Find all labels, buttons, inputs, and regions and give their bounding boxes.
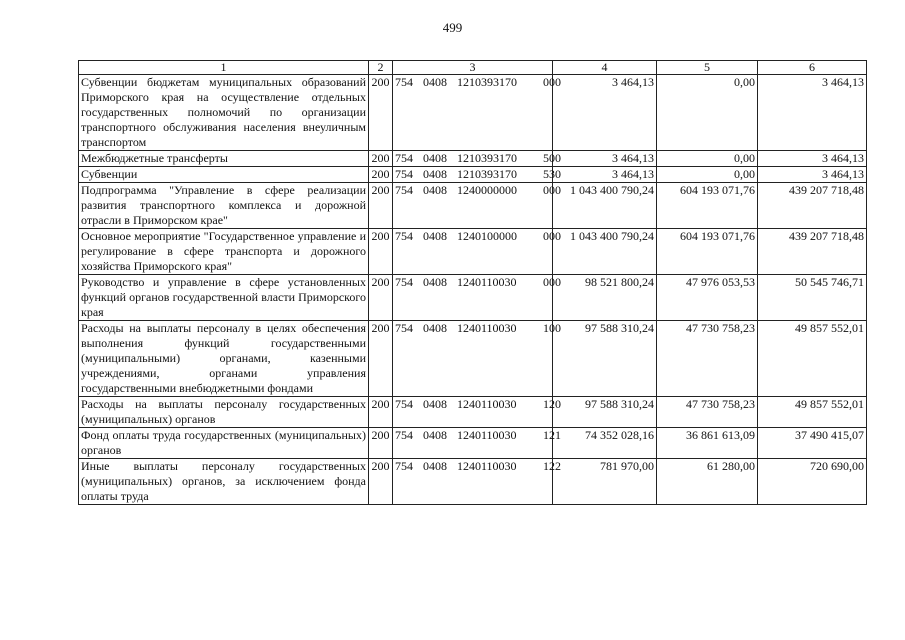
- row-csr: 1240110030: [457, 459, 517, 473]
- row-vr: 000: [543, 183, 561, 197]
- row-code: 200: [369, 321, 393, 397]
- row-code: 200: [369, 75, 393, 151]
- row-col5-value: 604 193 071,76: [657, 229, 758, 275]
- row-name: Расходы на выплаты персоналу в целях обеспечения выполнения функций государственными (муниципальными) органами, казенными учреждениями, органами управления государственными внебюджетными фондами: [79, 321, 369, 397]
- row-code: 200: [369, 459, 393, 505]
- row-code: 200: [369, 397, 393, 428]
- row-csr: 1240110030: [457, 321, 517, 335]
- row-code: 200: [369, 151, 393, 167]
- row-rz: 0408: [423, 167, 447, 181]
- table-row: [79, 75, 867, 151]
- row-csr: 1240000000: [457, 183, 517, 197]
- table-row: [79, 167, 867, 183]
- row-col4-value: 3 464,13: [553, 75, 657, 151]
- column-header-3: 3: [393, 61, 553, 75]
- row-col4-value: 74 352 028,16: [553, 428, 657, 459]
- row-rz: 0408: [423, 428, 447, 442]
- row-name: Фонд оплаты труда государственных (муниципальных) органов: [79, 428, 369, 459]
- row-name: Субвенции: [79, 167, 369, 183]
- row-col4-value: 1 043 400 790,24: [553, 229, 657, 275]
- row-csr: 1210393170: [457, 151, 517, 165]
- row-classification: [393, 459, 561, 505]
- row-csr: 1240110030: [457, 397, 517, 411]
- row-col5-value: 604 193 071,76: [657, 183, 758, 229]
- row-col6-value: 3 464,13: [758, 75, 867, 151]
- row-rz: 0408: [423, 75, 447, 89]
- row-ved: 754: [395, 167, 413, 181]
- row-csr: 1210393170: [457, 75, 517, 89]
- row-name: Иные выплаты персоналу государственных (муниципальных) органов, за исключением фонда оплаты труда: [79, 459, 369, 505]
- row-rz: 0408: [423, 397, 447, 411]
- row-classification: [393, 183, 561, 229]
- row-rz: 0408: [423, 183, 447, 197]
- row-ved: 754: [395, 459, 413, 473]
- row-col6-value: 439 207 718,48: [758, 229, 867, 275]
- row-col5-value: 47 730 758,23: [657, 321, 758, 397]
- row-classification: [393, 151, 561, 167]
- row-col6-value: 49 857 552,01: [758, 397, 867, 428]
- row-csr: 1210393170: [457, 167, 517, 181]
- page-number: 499: [442, 20, 463, 35]
- row-classification: [393, 75, 561, 151]
- row-col6-value: 50 545 746,71: [758, 275, 867, 321]
- row-code: 200: [369, 167, 393, 183]
- row-name: Подпрограмма "Управление в сфере реализации развития транспортного комплекса и дорожной отрасли в Приморском крае": [79, 183, 369, 229]
- row-ved: 754: [395, 275, 413, 289]
- table-header-row: [79, 61, 867, 75]
- table-row: [79, 229, 867, 275]
- row-classification: [393, 397, 561, 428]
- row-code: 200: [369, 229, 393, 275]
- row-col6-value: 3 464,13: [758, 167, 867, 183]
- row-col6-value: 49 857 552,01: [758, 321, 867, 397]
- column-header-2: 2: [369, 61, 393, 75]
- table-row: [79, 183, 867, 229]
- row-col6-value: 37 490 415,07: [758, 428, 867, 459]
- row-col5-value: 36 861 613,09: [657, 428, 758, 459]
- column-header-1: 1: [79, 61, 369, 75]
- row-classification: [393, 229, 561, 275]
- row-code: 200: [369, 275, 393, 321]
- row-col4-value: 781 970,00: [553, 459, 657, 505]
- table-row: [79, 151, 867, 167]
- row-col4-value: 97 588 310,24: [553, 321, 657, 397]
- row-name: Руководство и управление в сфере установленных функций органов государственной власти Приморского края: [79, 275, 369, 321]
- row-rz: 0408: [423, 459, 447, 473]
- row-vr: 122: [543, 459, 561, 473]
- row-ved: 754: [395, 229, 413, 243]
- row-col4-value: 97 588 310,24: [553, 397, 657, 428]
- row-vr: 120: [543, 397, 561, 411]
- row-col5-value: 61 280,00: [657, 459, 758, 505]
- table-row: [79, 275, 867, 321]
- row-col4-value: 1 043 400 790,24: [553, 183, 657, 229]
- row-name: Расходы на выплаты персоналу государственных (муниципальных) органов: [79, 397, 369, 428]
- table-row: [79, 459, 867, 505]
- row-csr: 1240110030: [457, 275, 517, 289]
- row-vr: 530: [543, 167, 561, 181]
- row-code: 200: [369, 183, 393, 229]
- row-name: Основное мероприятие "Государственное управление и регулирование в сфере транспорта и дорожного хозяйства Приморского края": [79, 229, 369, 275]
- row-col5-value: 0,00: [657, 75, 758, 151]
- row-col6-value: 3 464,13: [758, 151, 867, 167]
- row-ved: 754: [395, 428, 413, 442]
- row-ved: 754: [395, 183, 413, 197]
- row-col5-value: 47 730 758,23: [657, 397, 758, 428]
- row-code: 200: [369, 428, 393, 459]
- row-col4-value: 98 521 800,24: [553, 275, 657, 321]
- column-header-4: 4: [553, 61, 657, 75]
- row-col5-value: 0,00: [657, 167, 758, 183]
- row-col6-value: 720 690,00: [758, 459, 867, 505]
- table-body: [79, 75, 867, 505]
- column-header-5: 5: [657, 61, 758, 75]
- row-vr: 000: [543, 275, 561, 289]
- row-vr: 100: [543, 321, 561, 335]
- row-classification: [393, 167, 561, 183]
- row-classification: [393, 275, 561, 321]
- row-ved: 754: [395, 397, 413, 411]
- row-classification: [393, 428, 561, 459]
- row-vr: 500: [543, 151, 561, 165]
- row-vr: 121: [543, 428, 561, 442]
- table-row: [79, 428, 867, 459]
- row-name: Субвенции бюджетам муниципальных образований Приморского края на осуществление отдельных государственных полномочий по организации транспортного обслуживания населения внеуличным транспортом: [79, 75, 369, 151]
- row-ved: 754: [395, 151, 413, 165]
- row-vr: 000: [543, 229, 561, 243]
- row-rz: 0408: [423, 275, 447, 289]
- row-col5-value: 47 976 053,53: [657, 275, 758, 321]
- row-col5-value: 0,00: [657, 151, 758, 167]
- table-row: [79, 397, 867, 428]
- row-classification: [393, 321, 561, 397]
- row-rz: 0408: [423, 151, 447, 165]
- row-csr: 1240110030: [457, 428, 517, 442]
- budget-table: [78, 60, 867, 505]
- row-col4-value: 3 464,13: [553, 151, 657, 167]
- row-name: Межбюджетные трансферты: [79, 151, 369, 167]
- row-rz: 0408: [423, 321, 447, 335]
- row-ved: 754: [395, 75, 413, 89]
- column-header-6: 6: [758, 61, 867, 75]
- table-row: [79, 321, 867, 397]
- row-col4-value: 3 464,13: [553, 167, 657, 183]
- row-ved: 754: [395, 321, 413, 335]
- row-col6-value: 439 207 718,48: [758, 183, 867, 229]
- row-csr: 1240100000: [457, 229, 517, 243]
- row-vr: 000: [543, 75, 561, 89]
- row-rz: 0408: [423, 229, 447, 243]
